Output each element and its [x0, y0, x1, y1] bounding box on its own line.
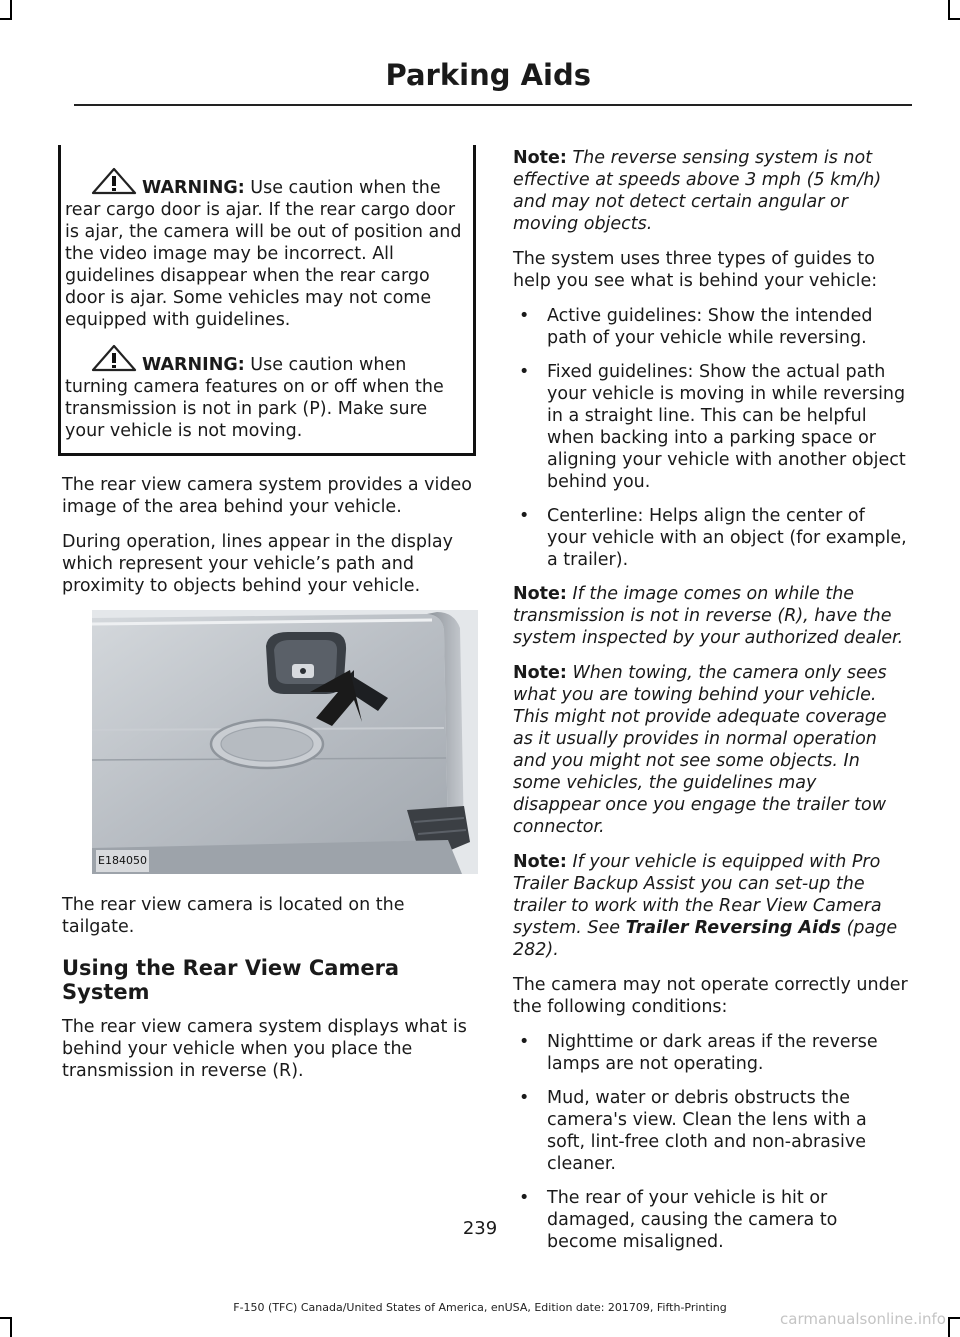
bullet: •	[519, 362, 530, 382]
bullet: •	[519, 1188, 530, 1208]
crop-mark	[10, 1317, 12, 1337]
warning-2	[65, 344, 466, 442]
warning-text: Use caution when the rear cargo door is ajar. If the rear cargo door is ajar, the camera will be out of position and the video image may be incorrect. All guidelines disappear when the rear cargo door is ajar. Some vehicles may not come equipped with guidelines.	[65, 178, 462, 330]
bullet: •	[519, 506, 530, 526]
list-item-text: Active guidelines: Show the intended path of your vehicle while reversing.	[547, 306, 873, 348]
crop-mark	[0, 1317, 12, 1319]
warning-text: Use caution when turning camera features on or off when the transmission is not in park (P). Make sure your vehicle is not moving.	[65, 355, 444, 441]
note	[513, 662, 908, 838]
warning-label: WARNING:	[142, 355, 245, 375]
crop-mark	[948, 18, 960, 20]
note-text: The reverse sensing system is not effective at speeds above 3 mph (5 km/h) and may not detect certain angular or moving objects.	[513, 148, 882, 234]
note-label: Note:	[513, 584, 567, 604]
crop-mark	[948, 1317, 950, 1337]
paragraph: The system uses three types of guides to help you see what is behind your vehicle:	[513, 249, 878, 291]
note-label: Note:	[513, 852, 567, 872]
list-item-text: Nighttime or dark areas if the reverse lamps are not operating.	[547, 1032, 878, 1074]
note	[513, 851, 908, 961]
page-title: Parking Aids	[385, 58, 591, 92]
note	[513, 147, 908, 235]
figure-id: E184050	[96, 850, 149, 872]
list-item-text: Mud, water or debris obstructs the camera's view. Clean the lens with a soft, lint-free cloth and non-abrasive cleaner.	[547, 1088, 867, 1174]
watermark: carmanualsonline.info	[780, 1310, 946, 1328]
section-heading: Using the Rear View Camera System	[62, 956, 400, 1004]
warning-box	[58, 145, 476, 456]
warning-triangle-icon	[90, 167, 138, 195]
bullet: •	[519, 306, 530, 326]
paragraph: During operation, lines appear in the display which represent your vehicle’s path and proximity to objects behind your vehicle.	[62, 532, 453, 596]
warning-triangle-icon	[90, 344, 138, 372]
list-item	[513, 1087, 908, 1175]
list-item-text: Fixed guidelines: Show the actual path your vehicle is moving in while reversing in a straight line. This can be helpful when backing into a parking space or aligning your vehicle with another object behind you.	[547, 362, 906, 492]
crop-mark	[10, 0, 12, 20]
note-text: (page 282).	[513, 918, 898, 960]
header-rule	[74, 104, 912, 106]
bullet: •	[519, 1088, 530, 1108]
list-item	[513, 1031, 908, 1075]
bullet: •	[519, 1032, 530, 1052]
list-item-text: The rear of your vehicle is hit or damaged, causing the camera to become misaligned.	[547, 1188, 838, 1252]
tailgate-illustration	[92, 610, 478, 874]
crop-mark	[948, 0, 950, 20]
note-label: Note:	[513, 148, 567, 168]
note-text: If the image comes on while the transmission is not in reverse (R), have the system inspected by your authorized dealer.	[513, 584, 904, 648]
paragraph: The rear view camera system provides a video image of the area behind your vehicle.	[62, 475, 472, 517]
list-item	[513, 361, 908, 493]
crop-mark	[0, 18, 12, 20]
note-label: Note:	[513, 663, 567, 683]
paragraph: The rear view camera system displays what is behind your vehicle when you place the transmission in reverse (R).	[62, 1017, 467, 1081]
page-number: 239	[462, 1218, 498, 1239]
warning-1	[65, 167, 466, 331]
right-column	[513, 147, 908, 1265]
edition-footer: F-150 (TFC) Canada/United States of America, enUSA, Edition date: 201709, Fifth-Printing	[233, 1301, 727, 1314]
warning-label: WARNING:	[142, 178, 245, 198]
paragraph: The camera may not operate correctly under the following conditions:	[513, 975, 908, 1017]
cross-reference-link[interactable]: Trailer Reversing Aids	[625, 918, 842, 938]
tailgate-camera-figure	[92, 610, 478, 874]
note-text: If your vehicle is equipped with Pro Trailer Backup Assist you can set-up the trailer to work with the Rear View Camera system. See	[513, 852, 882, 938]
paragraph: The rear view camera is located on the tailgate.	[62, 895, 405, 937]
note	[513, 583, 908, 649]
guides-list	[513, 305, 908, 571]
left-column	[62, 145, 472, 1095]
crop-mark	[948, 1317, 960, 1319]
note-text: When towing, the camera only sees what you are towing behind your vehicle. This might not provide adequate coverage as it usually provides in normal operation and you might not see some objects. In some vehicles, the guidelines may disappear once you engage the trailer tow connector.	[513, 663, 887, 837]
list-item	[513, 505, 908, 571]
list-item	[513, 305, 908, 349]
list-item-text: Centerline: Helps align the center of your vehicle with an object (for example, a trailer).	[547, 506, 907, 570]
